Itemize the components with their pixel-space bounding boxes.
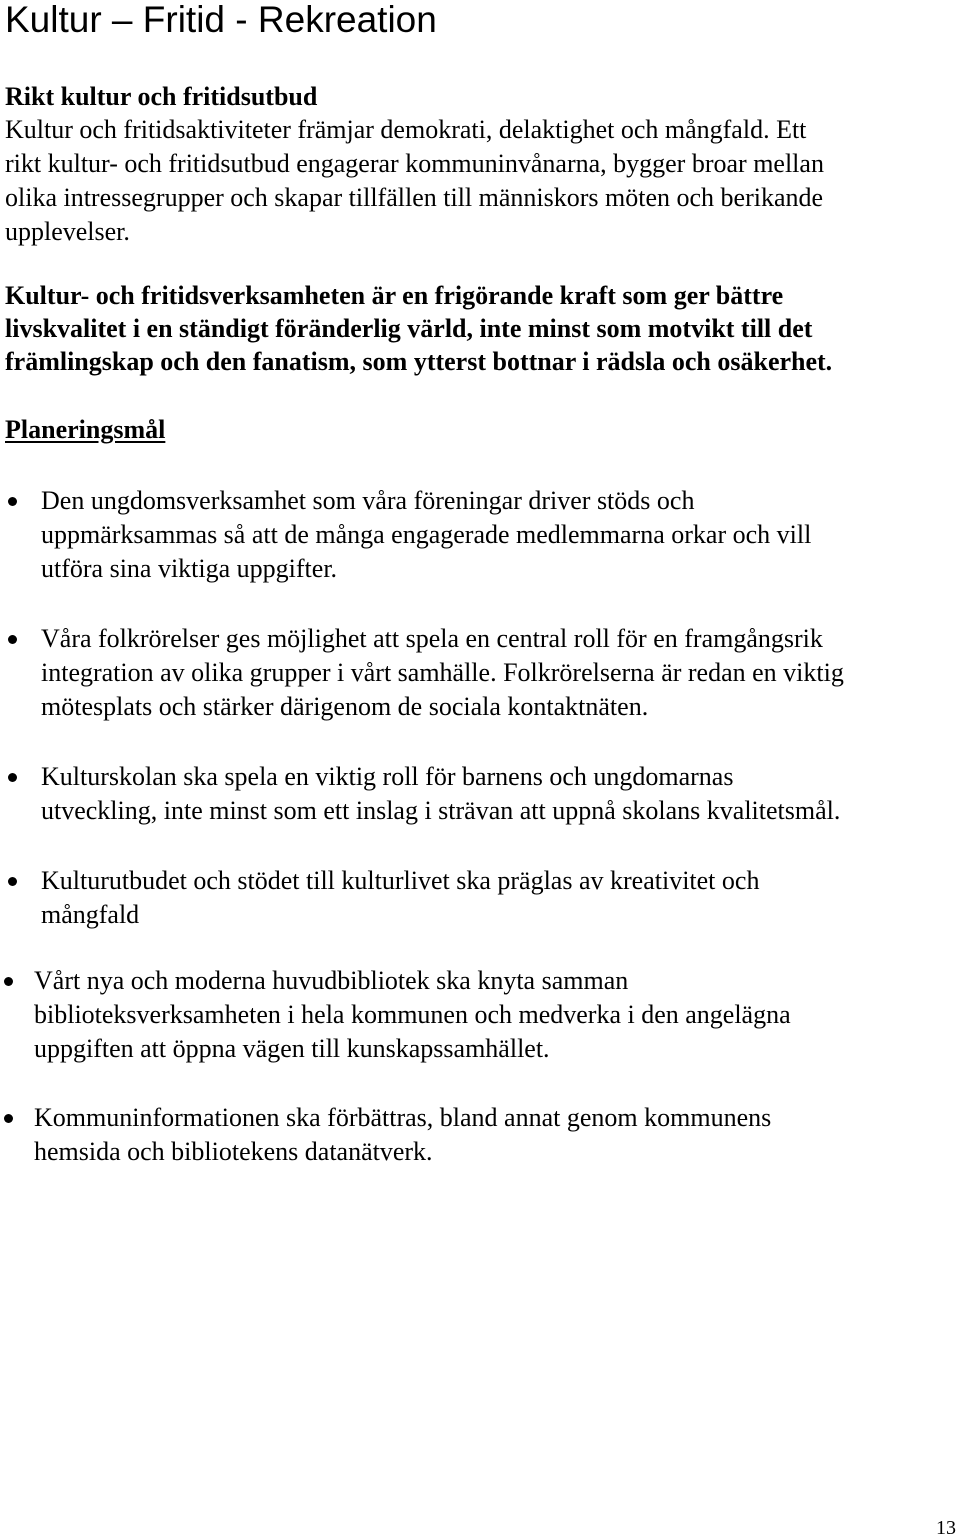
intro-paragraph (5, 113, 950, 249)
list-item-text (41, 622, 844, 724)
planning-heading: Planeringsmål (5, 415, 166, 444)
statement-line: Kultur- och fritidsverksamheten är en frigörande kraft som ger bättre (5, 281, 784, 310)
statement-line: främlingskap och den fanatism, som ytterst bottnar i rädsla och osäkerhet. (5, 347, 833, 376)
statement-line: livskvalitet i en ständigt föränderlig värld, inte minst som motvikt till det (5, 314, 813, 343)
list-item-line: Kulturskolan ska spela en viktig roll för barnens och ungdomarnas (41, 762, 734, 791)
bullet-icon (8, 635, 17, 644)
list-item-text (34, 964, 791, 1066)
list-item-line: Kulturutbudet och stödet till kulturlivet ska präglas av kreativitet och (41, 866, 760, 895)
intro-line: Kultur och fritidsaktiviteter främjar demokrati, delaktighet och mångfald. Ett (5, 115, 807, 144)
list-item-text (41, 864, 759, 932)
page-number: 13 (936, 1517, 956, 1539)
list-item-line: Den ungdomsverksamhet som våra föreningar driver stöds och (41, 486, 695, 515)
intro-line: rikt kultur- och fritidsutbud engagerar kommuninvånarna, bygger broar mellan (5, 149, 824, 178)
intro-line: upplevelser. (5, 217, 130, 246)
list-item-text (41, 760, 840, 828)
list-item-line: Kommuninformationen ska förbättras, bland annat genom kommunens (34, 1103, 772, 1132)
list-item-text (41, 484, 811, 586)
section-heading: Rikt kultur och fritidsutbud (5, 82, 318, 111)
list-item-line: mötesplats och stärker därigenom de sociala kontaktnäten. (41, 692, 649, 721)
list-item-line: integration av olika grupper i vårt samhälle. Folkrörelserna är redan en viktig (41, 658, 844, 687)
bullet-icon (8, 877, 17, 886)
list-item-line: hemsida och bibliotekens datanätverk. (34, 1137, 433, 1166)
list-item-line: utföra sina viktiga uppgifter. (41, 554, 338, 583)
bullet-icon (8, 773, 17, 782)
page-title: Kultur – Fritid - Rekreation (5, 0, 437, 40)
list-item-line: Vårt nya och moderna huvudbibliotek ska knyta samman (34, 966, 629, 995)
list-item-line: biblioteksverksamheten i hela kommunen och medverka i den angelägna (34, 1000, 791, 1029)
list-item-line: Våra folkrörelser ges möjlighet att spela en central roll för en framgångsrik (41, 624, 823, 653)
bullet-icon (4, 977, 13, 986)
list-item-line: mångfald (41, 900, 140, 929)
list-item-text (34, 1101, 771, 1169)
list-item-line: uppmärksammas så att de många engagerade medlemmarna orkar och vill (41, 520, 812, 549)
intro-line: olika intressegrupper och skapar tillfällen till människors möten och berikande (5, 183, 824, 212)
bullet-icon (8, 497, 17, 506)
list-item-line: utveckling, inte minst som ett inslag i strävan att uppnå skolans kvalitetsmål. (41, 796, 841, 825)
list-item-line: uppgiften att öppna vägen till kunskapssamhället. (34, 1034, 550, 1063)
bullet-icon (4, 1114, 13, 1123)
statement-paragraph (5, 279, 950, 378)
